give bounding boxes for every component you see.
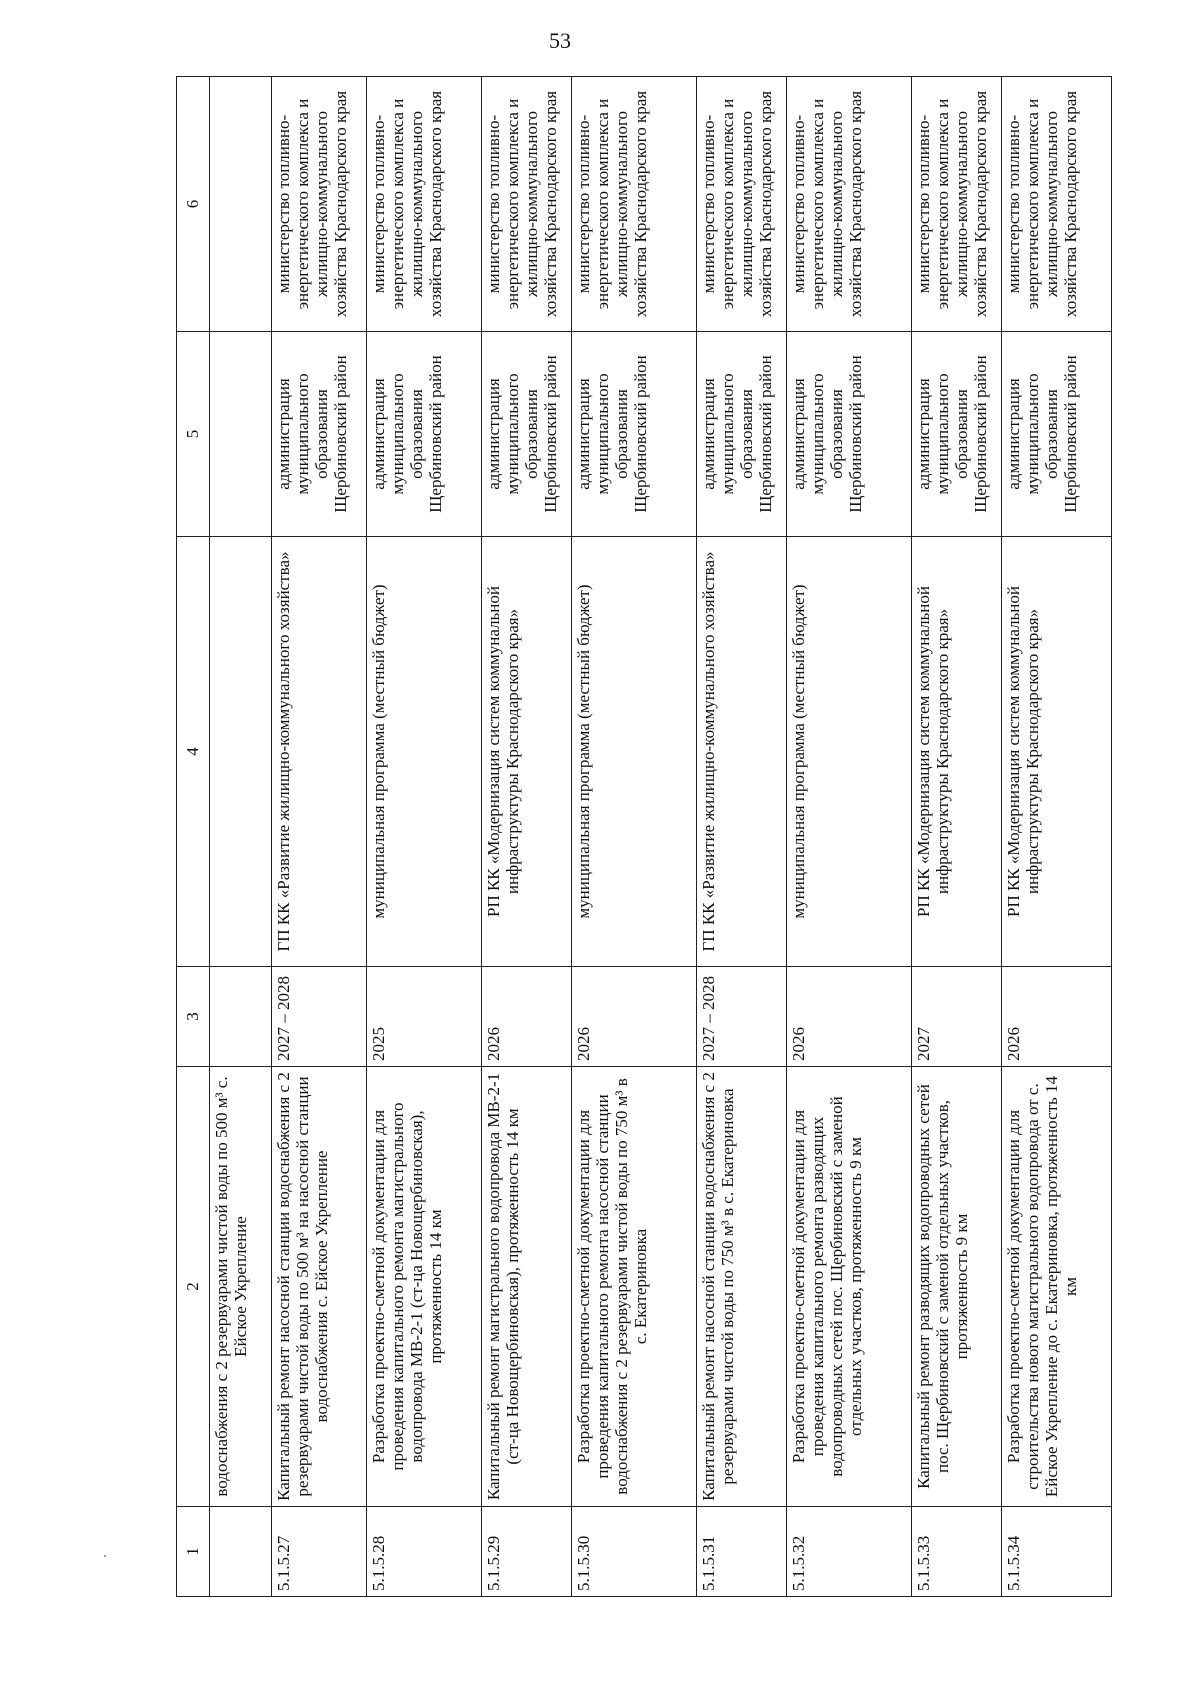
header-row: [177, 77, 210, 1597]
implementation-period-cell: 2027 – 2028: [272, 967, 367, 1067]
coordinator-cell: министерство топливно-энергетического комплекса и жилищно-коммунального хозяйства Краснодарского края: [912, 77, 1002, 332]
row-number-cell: 5.1.5.34: [1002, 1507, 1112, 1597]
funding-source-cell: ГП КК «Развитие жилищно-коммунального хозяйства»: [697, 537, 787, 967]
header-cell-4: 4: [177, 537, 210, 967]
executor-cell: администрация муниципального образования Щербиновский район: [697, 332, 787, 537]
header-cell-2: 2: [177, 1067, 210, 1507]
funding-source-cell: РП КК «Модернизация систем коммунальной инфраструктуры Краснодарского края»: [912, 537, 1002, 967]
funding-source-cell: муниципальная программа (местный бюджет): [787, 537, 912, 967]
executor-cell: администрация муниципального образования Щербиновский район: [787, 332, 912, 537]
row-number-cell: 5.1.5.27: [272, 1507, 367, 1597]
table-row: [787, 77, 912, 1597]
implementation-period-cell: [210, 967, 272, 1067]
header-cell-5: 5: [177, 332, 210, 537]
implementation-period-cell: 2027 – 2028: [697, 967, 787, 1067]
measures-table: [176, 76, 1112, 1597]
coordinator-cell: министерство топливно-энергетического комплекса и жилищно-коммунального хозяйства Краснодарского края: [787, 77, 912, 332]
table-row: [912, 77, 1002, 1597]
implementation-period-cell: 2025: [367, 967, 482, 1067]
implementation-period-cell: 2027: [912, 967, 1002, 1067]
row-number-cell: 5.1.5.32: [787, 1507, 912, 1597]
coordinator-cell: министерство топливно-энергетического комплекса и жилищно-коммунального хозяйства Краснодарского края: [697, 77, 787, 332]
funding-source-cell: РП КК «Модернизация систем коммунальной инфраструктуры Краснодарского края»: [1002, 537, 1112, 967]
measure-name-cell: Капитальный ремонт насосной станции водоснабжения с 2 резервуарами чистой воды по 500 м³ на насосной станции водоснабжения с. Ейское Укрепление: [272, 1067, 367, 1507]
table-rotated-wrapper: [176, 77, 1081, 1597]
table-row: [482, 77, 572, 1597]
row-number-cell: 5.1.5.31: [697, 1507, 787, 1597]
measure-name-cell: Капитальный ремонт разводящих водопроводных сетей пос. Щербиновский с заменой отдельных участков, протяженность 9 км: [912, 1067, 1002, 1507]
implementation-period-cell: 2026: [1002, 967, 1112, 1067]
executor-cell: администрация муниципального образования Щербиновский район: [912, 332, 1002, 537]
table-row: [367, 77, 482, 1597]
executor-cell: администрация муниципального образования Щербиновский район: [572, 332, 697, 537]
executor-cell: администрация муниципального образования Щербиновский район: [1002, 332, 1112, 537]
table-row: [572, 77, 697, 1597]
measure-name-cell: Капитальный ремонт магистрального водопровода МВ-2-1 (ст-ца Новощербиновская), протяженность 14 км: [482, 1067, 572, 1507]
header-cell-1: 1: [177, 1507, 210, 1597]
measure-name-cell: Капитальный ремонт насосной станции водоснабжения с 2 резервуарами чистой воды по 750 м³ в с. Екатериновка: [697, 1067, 787, 1507]
table-row: [697, 77, 787, 1597]
row-number-cell: 5.1.5.29: [482, 1507, 572, 1597]
coordinator-cell: министерство топливно-энергетического комплекса и жилищно-коммунального хозяйства Краснодарского края: [572, 77, 697, 332]
measure-name-cell: Разработка проектно-сметной документации для проведения капитального ремонта насосной станции водоснабжения с 2 резервуарами чистой воды по 750 м³ в с. Екатериновка: [572, 1067, 697, 1507]
header-cell-6: 6: [177, 77, 210, 332]
funding-source-cell: муниципальная программа (местный бюджет): [572, 537, 697, 967]
funding-source-cell: муниципальная программа (местный бюджет): [367, 537, 482, 967]
coordinator-cell: министерство топливно-энергетического комплекса и жилищно-коммунального хозяйства Краснодарского края: [272, 77, 367, 332]
funding-source-cell: РП КК «Модернизация систем коммунальной инфраструктуры Краснодарского края»: [482, 537, 572, 967]
coordinator-cell: министерство топливно-энергетического комплекса и жилищно-коммунального хозяйства Краснодарского края: [482, 77, 572, 332]
measure-name-cell: Разработка проектно-сметной документации для проведения капитального ремонта разводящих водопроводных сетей пос. Щербиновский с заменой отдельных участков, протяженность 9 км: [787, 1067, 912, 1507]
header-cell-3: 3: [177, 967, 210, 1067]
funding-source-cell: ГП КК «Развитие жилищно-коммунального хозяйства»: [272, 537, 367, 967]
coordinator-cell: министерство топливно-энергетического комплекса и жилищно-коммунального хозяйства Краснодарского края: [367, 77, 482, 332]
measure-name-cell: Разработка проектно-сметной документации для строительства нового магистрального водопровода от с. Ейское Укрепление до с. Екатериновка, протяженность 14 км: [1002, 1067, 1112, 1507]
executor-cell: администрация муниципального образования Щербиновский район: [272, 332, 367, 537]
scan-speck: [104, 1555, 106, 1557]
implementation-period-cell: 2026: [482, 967, 572, 1067]
measure-name-cell: Разработка проектно-сметной документации для проведения капитального ремонта магистрального водопровода МВ-2-1 (ст-ца Новощербиновская), протяженность 14 км: [367, 1067, 482, 1507]
coordinator-cell: министерство топливно-энергетического комплекса и жилищно-коммунального хозяйства Краснодарского края: [1002, 77, 1112, 332]
table-row: [210, 77, 272, 1597]
table-row: [272, 77, 367, 1597]
executor-cell: администрация муниципального образования Щербиновский район: [367, 332, 482, 537]
row-number-cell: 5.1.5.33: [912, 1507, 1002, 1597]
executor-cell: администрация муниципального образования Щербиновский район: [482, 332, 572, 537]
executor-cell: [210, 332, 272, 537]
implementation-period-cell: 2026: [787, 967, 912, 1067]
table-row: [1002, 77, 1112, 1597]
implementation-period-cell: 2026: [572, 967, 697, 1067]
row-number-cell: [210, 1507, 272, 1597]
row-number-cell: 5.1.5.30: [572, 1507, 697, 1597]
page-number: 53: [549, 28, 571, 53]
row-number-cell: 5.1.5.28: [367, 1507, 482, 1597]
measure-name-cell: водоснабжения с 2 резервуарами чистой воды по 500 м³ с. Ейское Укрепление: [210, 1067, 272, 1507]
coordinator-cell: [210, 77, 272, 332]
funding-source-cell: [210, 537, 272, 967]
